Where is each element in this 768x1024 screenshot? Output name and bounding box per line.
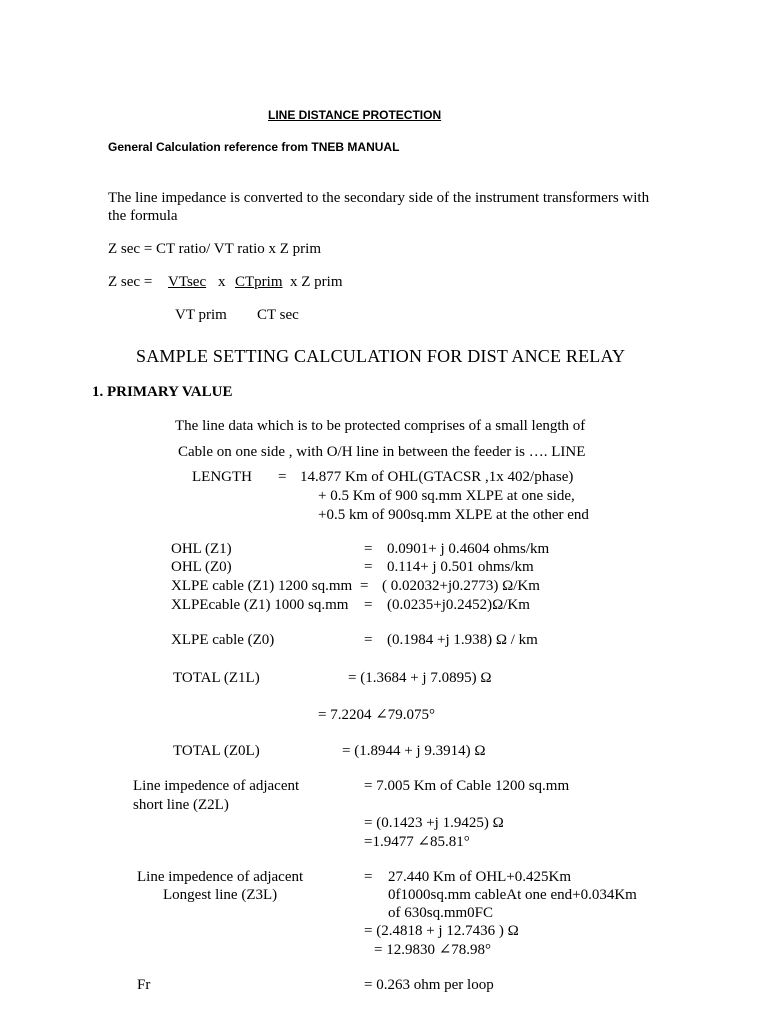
impedance-label-1: OHL (Z0) [171, 559, 232, 575]
z3l-value-5: = 12.9830 ∠78.98° [374, 942, 492, 958]
length-value-2: + 0.5 Km of 900 sq.mm XLPE at one side, [318, 488, 575, 504]
primary-desc-1: The line data which is to be protected comprises of a small length of [175, 418, 586, 434]
impedance-label-3: XLPEcable (Z1) 1000 sq.mm [171, 597, 349, 613]
fr-value: = 0.263 ohm per loop [364, 977, 494, 993]
impedance-eq-3: = [364, 597, 373, 613]
page-title: LINE DISTANCE PROTECTION [268, 108, 442, 122]
impedance-label-2: XLPE cable (Z1) 1200 sq.mm [171, 578, 353, 594]
length-value-3: +0.5 km of 900sq.mm XLPE at the other end [318, 507, 589, 523]
z3l-eq: = [364, 869, 373, 885]
impedance-value-0: 0.0901+ j 0.4604 ohms/km [387, 541, 550, 557]
xlpe-z0-eq: = [364, 632, 373, 648]
z2l-label-2: short line (Z2L) [133, 797, 229, 813]
length-eq: = [278, 469, 287, 485]
formula-numerator-ct: CTprim [235, 274, 283, 290]
z2l-value-2: = (0.1423 +j 1.9425) Ω [364, 815, 504, 831]
length-value-1: 14.877 Km of OHL(GTACSR ,1x 402/phase) [300, 469, 574, 485]
z2l-label-1: Line impedence of adjacent [133, 778, 300, 794]
length-label: LENGTH [192, 469, 252, 485]
z3l-value-1: 27.440 Km of OHL+0.425Km [388, 869, 572, 885]
formula-numerator-vt: VTsec [168, 274, 207, 290]
total-z0-value: = (1.8944 + j 9.3914) Ω [342, 743, 486, 759]
z3l-value-3: of 630sq.mm0FC [388, 905, 494, 921]
formula-tail: x Z prim [290, 274, 343, 290]
fr-label: Fr [137, 977, 151, 993]
z3l-label-1: Line impedence of adjacent [137, 869, 304, 885]
z3l-value-2: 0f1000sq.mm cableAt one end+0.034Km [388, 887, 637, 903]
primary-desc-2: Cable on one side , with O/H line in between the feeder is …. LINE [178, 444, 586, 460]
intro-line-2: the formula [108, 208, 178, 224]
formula-denominator-ct: CT sec [257, 307, 299, 323]
formula-fraction-lhs: Z sec = [108, 274, 153, 290]
intro-line-1: The line impedance is converted to the secondary side of the instrument transformers with [108, 190, 650, 206]
total-z1-polar: = 7.2204 ∠79.075° [318, 707, 436, 723]
impedance-eq-2: = [360, 578, 369, 594]
total-z0-label: TOTAL (Z0L) [173, 743, 260, 759]
reference-subtitle: General Calculation reference from TNEB MANUAL [108, 140, 400, 154]
impedance-value-1: 0.114+ j 0.501 ohms/km [387, 559, 534, 575]
total-z1-label: TOTAL (Z1L) [173, 670, 260, 686]
impedance-value-3: (0.0235+j0.2452)Ω/Km [387, 597, 530, 613]
z3l-value-4: = (2.4818 + j 12.7436 ) Ω [364, 923, 519, 939]
total-z1-value: = (1.3684 + j 7.0895) Ω [348, 670, 492, 686]
impedance-eq-0: = [364, 541, 373, 557]
impedance-eq-1: = [364, 559, 373, 575]
formula-ratio: Z sec = CT ratio/ VT ratio x Z prim [108, 241, 322, 257]
formula-multiply: x [218, 274, 226, 290]
impedance-value-2: ( 0.02032+j0.2773) Ω/Km [382, 578, 540, 594]
formula-denominator-vt: VT prim [175, 307, 227, 323]
impedance-label-0: OHL (Z1) [171, 541, 232, 557]
primary-heading: 1. PRIMARY VALUE [92, 384, 233, 400]
xlpe-z0-value: (0.1984 +j 1.938) Ω / km [387, 632, 538, 648]
xlpe-z0-label: XLPE cable (Z0) [171, 632, 275, 648]
z2l-value-1: = 7.005 Km of Cable 1200 sq.mm [364, 778, 570, 794]
z2l-value-3: =1.9477 ∠85.81° [364, 834, 470, 850]
section-title: SAMPLE SETTING CALCULATION FOR DIST ANCE RELAY [136, 346, 626, 366]
z3l-label-2: Longest line (Z3L) [163, 887, 278, 903]
